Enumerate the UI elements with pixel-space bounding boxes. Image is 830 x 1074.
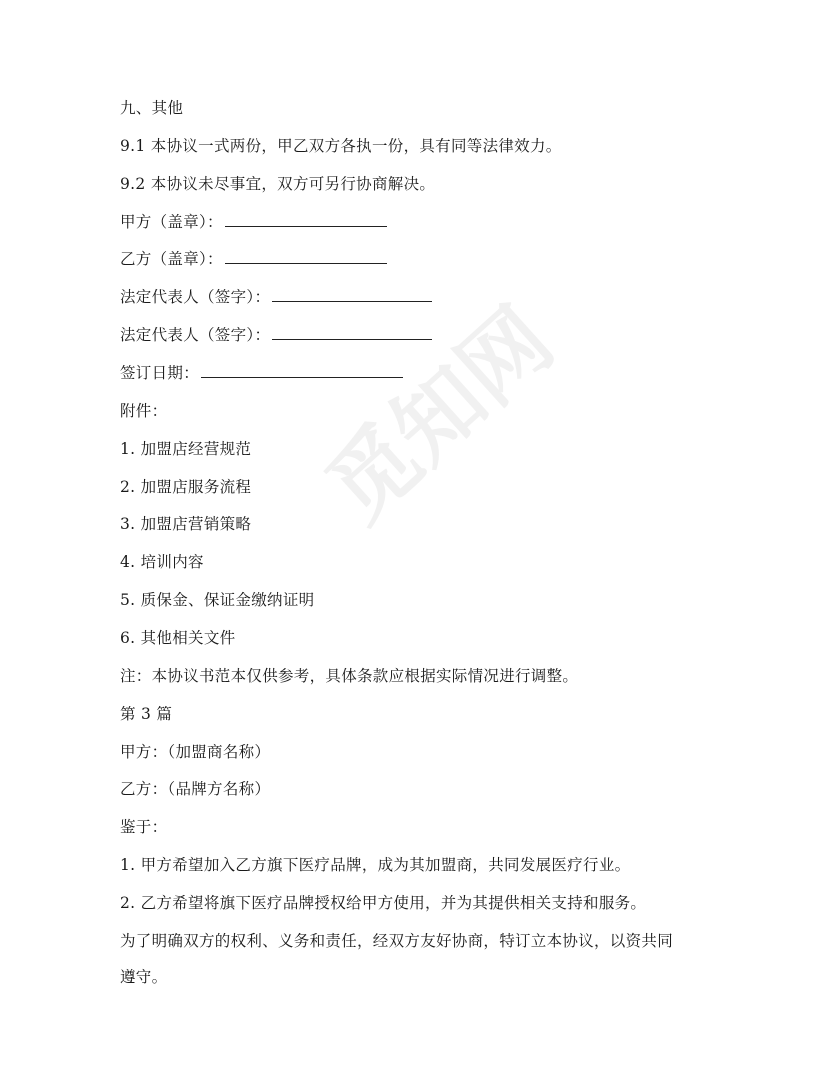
recital-item: 2. 乙方希望将旗下医疗品牌授权给甲方使用，并为其提供相关支持和服务。: [120, 894, 647, 912]
party-a-seal-label: 甲方（盖章）：: [120, 213, 223, 231]
list-item: 3. 加盟店营销策略: [120, 515, 252, 533]
part-title: 第 3 篇: [120, 705, 173, 723]
clause-9-2: 9.2 本协议未尽事宜，双方可另行协商解决。: [120, 175, 436, 193]
section-heading: 九、其他: [120, 99, 184, 117]
clause-9-1: 9.1 本协议一式两份，甲乙双方各执一份，具有同等法律效力。: [120, 137, 562, 155]
party-a-name: 甲方：（加盟商名称）: [120, 743, 271, 761]
rep-a-signature-blank[interactable]: [272, 287, 432, 302]
signing-date-label: 签订日期：: [120, 364, 200, 382]
closing-paragraph: 为了明确双方的权利、义务和责任，经双方友好协商，特订立本协议，以资共同遵守。: [120, 932, 674, 986]
whereas-heading: 鉴于：: [120, 818, 168, 836]
signing-date-blank[interactable]: [201, 363, 403, 378]
list-item: 1. 加盟店经营规范: [120, 440, 252, 458]
signature-line-rep-b: [120, 325, 432, 345]
list-item: 4. 培训内容: [120, 553, 204, 571]
signature-line-party-a: [120, 212, 387, 232]
rep-b-signature-blank[interactable]: [272, 325, 432, 340]
party-a-seal-blank[interactable]: [225, 212, 387, 227]
list-item: 6. 其他相关文件: [120, 629, 236, 647]
watermark: 觅知网: [307, 288, 573, 542]
recital-item: 1. 甲方希望加入乙方旗下医疗品牌，成为其加盟商，共同发展医疗行业。: [120, 856, 631, 874]
rep-b-signature-label: 法定代表人（签字）：: [120, 326, 271, 344]
attachments-heading: 附件：: [120, 402, 168, 420]
signature-line-date: [120, 363, 403, 383]
signature-line-rep-a: [120, 287, 432, 307]
party-b-name: 乙方：（品牌方名称）: [120, 780, 271, 798]
signature-line-party-b: [120, 249, 387, 269]
list-item: 2. 加盟店服务流程: [120, 478, 252, 496]
party-b-seal-label: 乙方（盖章）：: [120, 250, 223, 268]
list-item: 5. 质保金、保证金缴纳证明: [120, 591, 315, 609]
rep-a-signature-label: 法定代表人（签字）：: [120, 288, 271, 306]
party-b-seal-blank[interactable]: [225, 249, 387, 264]
note: 注：本协议书范本仅供参考，具体条款应根据实际情况进行调整。: [120, 667, 579, 685]
